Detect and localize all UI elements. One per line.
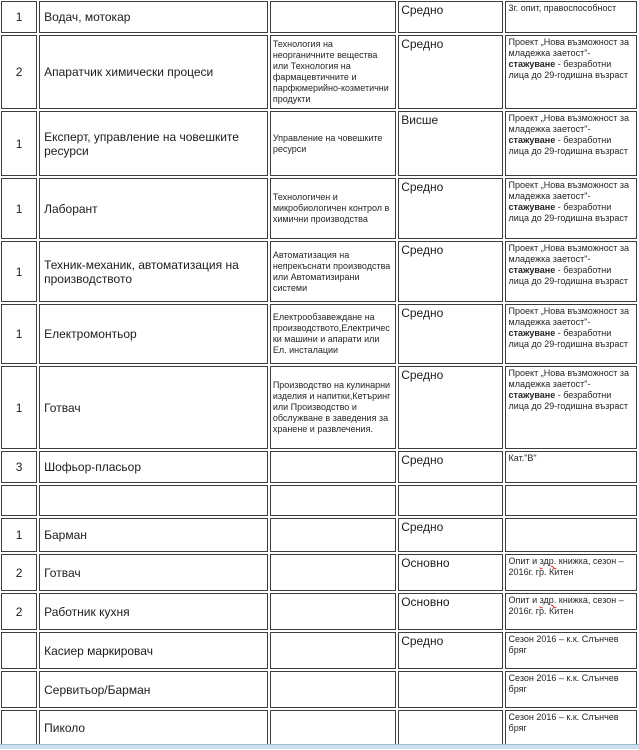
cell-notes (505, 485, 637, 516)
table-row (1, 35, 637, 109)
table-row (1, 1, 637, 33)
notes-segment: стажуване (508, 328, 556, 338)
cell-count: 1 (1, 178, 37, 239)
cell-count: 1 (1, 304, 37, 364)
table-row (1, 710, 637, 745)
cell-position: Работник кухня (39, 593, 268, 630)
cell-count (1, 632, 37, 669)
notes-segment: Кат."В" (508, 453, 537, 463)
table-row (1, 485, 637, 516)
cell-notes (505, 35, 637, 109)
cell-count: 2 (1, 35, 37, 109)
cell-notes (505, 1, 637, 33)
cell-notes (505, 671, 637, 708)
cell-specialty: Технологичен и микробиологичен контрол в химични производства (270, 178, 396, 239)
notes-segment: Проект „Нова възможност за младежка заетост"- (508, 180, 629, 201)
table-row (1, 671, 637, 708)
table-row (1, 451, 637, 483)
cell-count: 2 (1, 593, 37, 630)
cell-education (398, 710, 502, 745)
cell-position: Водач, мотокар (39, 1, 268, 33)
cell-count (1, 710, 37, 745)
cell-notes (505, 241, 637, 302)
cell-position: Експерт, управление на човешките ресурси (39, 111, 268, 176)
table-row (1, 554, 637, 591)
cell-specialty (270, 671, 396, 708)
cell-count: 1 (1, 518, 37, 552)
notes-segment: - безработни лица до 29-годишна възраст (508, 202, 628, 223)
cell-position: Шофьор-пласьор (39, 451, 268, 483)
cell-count: 1 (1, 366, 37, 449)
cell-specialty (270, 485, 396, 516)
cell-specialty: Производство на кулинарни изделия и напитки,Кетъринг или Производство и обслужване в заведения за хранене и развлечения. (270, 366, 396, 449)
cell-position: Електромонтьор (39, 304, 268, 364)
cell-specialty: Управление на човешките ресурси (270, 111, 396, 176)
table-row (1, 518, 637, 552)
cell-specialty (270, 593, 396, 630)
cell-education: Средно (398, 35, 502, 109)
cell-education: Средно (398, 241, 502, 302)
cell-specialty (270, 632, 396, 669)
cell-position: Готвач (39, 554, 268, 591)
cell-education (398, 671, 502, 708)
table-row (1, 241, 637, 302)
cell-education: Средно (398, 451, 502, 483)
cell-education: Средно (398, 304, 502, 364)
notes-segment: - безработни лица до 29-годишна възраст (508, 135, 628, 156)
notes-segment: книжка, сезон – 2016г. гр. Китен (508, 556, 624, 577)
cell-notes (505, 304, 637, 364)
notes-segment: Опит и (508, 556, 540, 566)
notes-segment: стажуване (508, 390, 556, 400)
cell-position (39, 485, 268, 516)
cell-position: Касиер маркировач (39, 632, 268, 669)
cell-specialty: Електрообзавеждане на производството,Електрически машини и апарати или Ел. инсталации (270, 304, 396, 364)
cell-notes (505, 111, 637, 176)
cell-position: Барман (39, 518, 268, 552)
notes-segment: здр. (539, 556, 557, 566)
cell-specialty (270, 710, 396, 745)
notes-segment: Проект „Нова възможност за младежка заетост"- (508, 37, 629, 58)
cell-education: Основно (398, 593, 502, 630)
cell-notes (505, 178, 637, 239)
notes-segment: 3г. опит, правоспособност (508, 3, 617, 13)
cell-count: 3 (1, 451, 37, 483)
cell-position: Пиколо (39, 710, 268, 745)
cell-education: Средно (398, 518, 502, 552)
cell-education: Основно (398, 554, 502, 591)
table-body (1, 1, 637, 745)
notes-segment: Проект „Нова възможност за младежка заетост"- (508, 243, 629, 264)
cell-specialty (270, 554, 396, 591)
table-row (1, 366, 637, 449)
notes-segment: стажуване (508, 135, 556, 145)
cell-count (1, 671, 37, 708)
notes-segment: здр. (539, 595, 557, 605)
table-row (1, 178, 637, 239)
cell-notes (505, 451, 637, 483)
cell-education: Средно (398, 632, 502, 669)
cell-specialty (270, 518, 396, 552)
cell-notes (505, 518, 637, 552)
cell-count: 1 (1, 111, 37, 176)
cell-position: Техник-механик, автоматизация на производството (39, 241, 268, 302)
table-row (1, 632, 637, 669)
cell-count: 1 (1, 1, 37, 33)
cell-education: Средно (398, 1, 502, 33)
page-bottom-edge (0, 744, 639, 749)
cell-notes (505, 554, 637, 591)
cell-education (398, 485, 502, 516)
cell-count: 2 (1, 554, 37, 591)
cell-notes (505, 593, 637, 630)
cell-notes (505, 366, 637, 449)
cell-count: 1 (1, 241, 37, 302)
cell-specialty (270, 451, 396, 483)
cell-notes (505, 710, 637, 745)
notes-segment: стажуване (508, 59, 556, 69)
cell-count (1, 485, 37, 516)
cell-education: Висше (398, 111, 502, 176)
notes-segment: - безработни лица до 29-годишна възраст (508, 59, 628, 80)
cell-position: Апаратчик химически процеси (39, 35, 268, 109)
notes-segment: Проект „Нова възможност за младежка заетост"- (508, 113, 629, 134)
table-row (1, 593, 637, 630)
cell-specialty: Автоматизация на непрекъснати производства или Автоматизирани системи (270, 241, 396, 302)
notes-segment: Проект „Нова възможност за младежка заетост"- (508, 368, 629, 389)
notes-segment: - безработни лица до 29-годишна възраст (508, 328, 628, 349)
notes-segment: - безработни лица до 29-годишна възраст (508, 265, 628, 286)
table-row (1, 111, 637, 176)
cell-position: Сервитьор/Барман (39, 671, 268, 708)
cell-position: Готвач (39, 366, 268, 449)
notes-segment: Проект „Нова възможност за младежка заетост"- (508, 306, 629, 327)
cell-specialty: Технология на неорганичните вещества или Технология на фармацевтичните и парфюмерийно-козметични продукти (270, 35, 396, 109)
cell-position: Лаборант (39, 178, 268, 239)
cell-notes (505, 632, 637, 669)
notes-segment: книжка, сезон – 2016г. гр. Китен (508, 595, 624, 616)
notes-segment: Сезон 2016 – к.к. Слънчев бряг (508, 712, 619, 733)
table-row (1, 304, 637, 364)
notes-segment: стажуване (508, 202, 556, 212)
notes-segment: Опит и (508, 595, 540, 605)
notes-segment: Сезон 2016 – к.к. Слънчев бряг (508, 634, 619, 655)
notes-segment: Сезон 2016 – к.к. Слънчев бряг (508, 673, 619, 694)
notes-segment: стажуване (508, 265, 556, 275)
cell-specialty (270, 1, 396, 33)
notes-segment: - безработни лица до 29-годишна възраст (508, 390, 628, 411)
cell-education: Средно (398, 366, 502, 449)
cell-education: Средно (398, 178, 502, 239)
